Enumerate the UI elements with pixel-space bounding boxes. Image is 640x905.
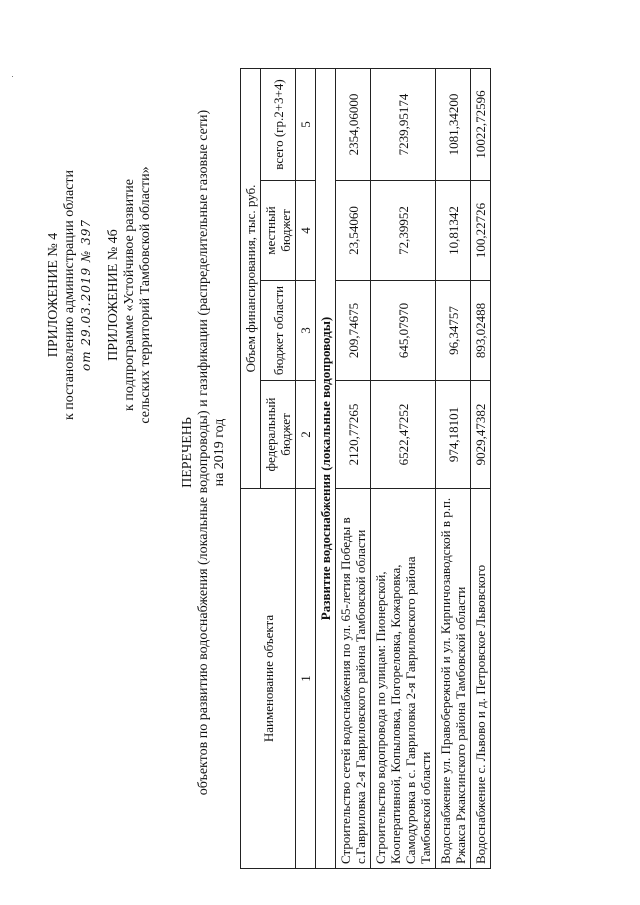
header-name: Наименование объекта: [241, 489, 296, 869]
appendix-block: [46, 15, 94, 575]
title-heading: ПЕРЕЧЕНЬ: [180, 417, 195, 488]
table-row: [371, 68, 436, 868]
regional-value: 209,74675: [336, 281, 371, 381]
local-value: 72,39952: [371, 181, 436, 281]
header-local: местный бюджет: [261, 181, 296, 281]
appendix-decree: к постановлению администрации области: [62, 169, 77, 421]
federal-value: 974,18101: [436, 381, 471, 489]
federal-value: 2120,77265: [336, 381, 371, 489]
title-line-2: на 2019 год: [212, 418, 227, 487]
document-title: [180, 0, 228, 905]
column-number: 3: [296, 281, 316, 381]
table-row: [336, 68, 371, 868]
federal-value: 9029,47382: [471, 381, 491, 489]
column-number: 4: [296, 181, 316, 281]
object-name: Строительство сетей водоснабжения по ул. 65-летия Победы в с.Гавриловка 2-я Гавриловского района Тамбовской области: [336, 489, 371, 869]
header-total: всего (гр.2+3+4): [261, 68, 296, 180]
title-line-1: объектов по развитию водоснабжения (локальные водопроводы) и газификации (распределительные газовые сети): [196, 109, 211, 796]
local-value: 100,22726: [471, 181, 491, 281]
subprogram-appendix-line: к подпрограмме «Устойчивое развитие: [122, 179, 137, 411]
object-name: Строительство водопровода по улицам: Пионерской, Кооперативной, Копыловка, Погореловка, Кожаровка, Самодуровка в с. Гавриловка 2-я Гавриловского района Тамбовской области: [371, 489, 436, 869]
header-federal: федеральный бюджет: [261, 381, 296, 489]
objects-table: [240, 68, 491, 869]
regional-value: 96,34757: [436, 281, 471, 381]
subprogram-appendix-number: ПРИЛОЖЕНИЕ № 4б: [106, 229, 121, 361]
subprogram-appendix-block: [106, 15, 154, 575]
column-number: 2: [296, 381, 316, 489]
table-header-row: [241, 68, 261, 868]
regional-value: 893,02488: [471, 281, 491, 381]
regional-value: 645,07970: [371, 281, 436, 381]
section-row: [316, 68, 336, 868]
total-value: 7239,95174: [371, 68, 436, 180]
object-name: Водоснабжение с. Львово и д. Петровское Львовского: [471, 489, 491, 869]
object-name: Водоснабжение ул. Правобережной и ул. Кирпичозаводской в р.п. Ржакса Ржаксинского района Тамбовской области: [436, 489, 471, 869]
local-value: 10,81342: [436, 181, 471, 281]
scan-speck: [12, 76, 13, 77]
federal-value: 6522,47252: [371, 381, 436, 489]
total-value: 10022,72596: [471, 68, 491, 180]
total-value: 2354,06000: [336, 68, 371, 180]
local-value: 23,54060: [336, 181, 371, 281]
column-number: 5: [296, 68, 316, 180]
header-regional: бюджет области: [261, 281, 296, 381]
header-funding: Объем финансирования, тыс. руб.: [241, 68, 261, 488]
appendix-number: ПРИЛОЖЕНИЕ № 4: [46, 232, 61, 358]
total-value: 1081,34200: [436, 68, 471, 180]
table-row: [436, 68, 471, 868]
appendix-date-signature: от 29.03.2019 № 397: [79, 219, 93, 372]
column-number: 1: [296, 489, 316, 869]
column-numbers-row: [296, 68, 316, 868]
subprogram-appendix-line-2: сельских территорий Тамбовской области»: [138, 166, 153, 424]
table-row: [471, 68, 491, 868]
section-title: Развитие водоснабжения (локальные водопроводы): [316, 68, 336, 868]
